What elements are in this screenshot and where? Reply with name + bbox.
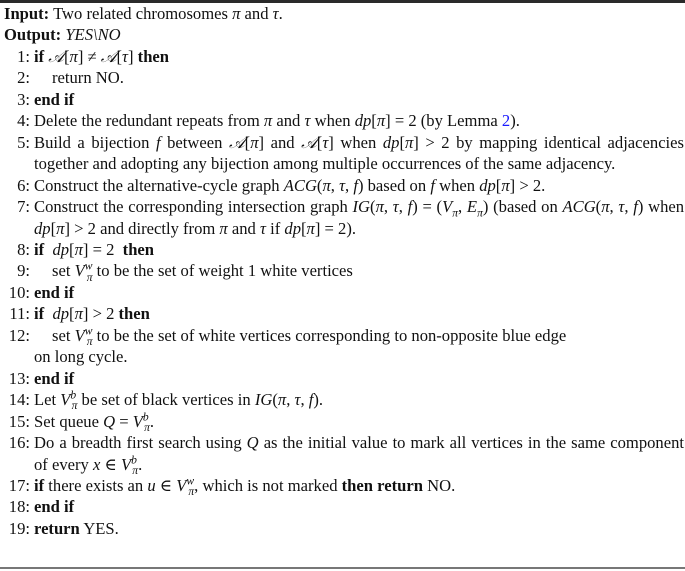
algo-line-8 xyxy=(4,239,684,260)
line-number: 10: xyxy=(8,282,30,302)
algo-line-17 xyxy=(4,474,684,499)
line-content: end if xyxy=(34,368,75,388)
line-content: return NO. xyxy=(52,68,124,88)
input-label: Input: xyxy=(4,4,50,23)
line-number: 1: xyxy=(17,46,30,66)
line-number: 17: xyxy=(8,475,30,495)
line-number: 18: xyxy=(8,497,30,517)
line-content: if 𝒜[π] ≠ 𝒜[τ] then xyxy=(34,46,170,66)
line-number: 15: xyxy=(8,411,30,431)
line-number: 8: xyxy=(17,239,30,259)
line-number: 3: xyxy=(17,89,30,109)
algo-line-4 xyxy=(4,110,684,131)
algo-line-3 xyxy=(4,89,684,110)
algo-line-6 xyxy=(4,175,684,196)
algo-line-18 xyxy=(4,496,684,517)
line-content: Build a bijection f between 𝒜[π] and 𝒜[τ] when dp[π] > 2 by mapping identical adjacencies together and adopting any bijection among multiple occurrences of the same adjacency. xyxy=(34,132,684,174)
algo-line-1 xyxy=(4,46,684,67)
line-content: end if xyxy=(34,89,75,109)
algo-line-2 xyxy=(4,67,684,88)
line-content: Let $V^b_\pi$ be set of black vertices in IG(π, τ, f). xyxy=(34,388,324,413)
output-text: YES\NO xyxy=(65,25,121,45)
bottom-rule xyxy=(0,567,685,569)
lemma-reference-link[interactable]: 2 xyxy=(501,111,511,131)
line-number: 9: xyxy=(17,261,30,281)
algo-line-15 xyxy=(4,411,684,432)
line-content: set $V^w_\pi$ to be the set of white vertices corresponding to non-opposite blue edge on long cycle. xyxy=(34,324,567,367)
line-content: Set queue $Q = V^b_\pi$. xyxy=(34,410,155,434)
line-content: if dp[π] > 2 then xyxy=(34,304,150,324)
algo-line-5 xyxy=(4,132,684,175)
line-number: 13: xyxy=(8,368,30,388)
line-content: Construct the alternative-cycle graph ACG(π, τ, f) based on f when dp[π] > 2. xyxy=(34,175,546,195)
line-content: set $V^w_\pi$ to be the set of weight 1 white vertices xyxy=(52,259,353,284)
output-line xyxy=(4,24,684,45)
input-line xyxy=(4,3,684,24)
line-content: if dp[π] = 2 then xyxy=(34,239,155,259)
line-number: 11: xyxy=(9,304,30,324)
algo-line-9 xyxy=(4,259,684,284)
line-number: 19: xyxy=(8,518,30,538)
algo-line-13 xyxy=(4,368,684,389)
line-content: Delete the redundant repeats from π and τ when dp[π] = 2 (by Lemma 2). xyxy=(34,111,520,131)
line-content: end if xyxy=(34,497,75,517)
algo-line-7 xyxy=(4,196,684,239)
algo-line-10 xyxy=(4,282,684,303)
input-text: Two related chromosomes π and τ. xyxy=(53,4,283,23)
line-number: 4: xyxy=(17,111,30,131)
line-number: 16: xyxy=(8,433,30,453)
algo-line-12 xyxy=(4,325,684,368)
line-number: 6: xyxy=(17,175,30,195)
algo-line-16 xyxy=(4,432,684,475)
algo-line-11 xyxy=(4,303,684,324)
line-number: 2: xyxy=(17,68,30,88)
line-content: end if xyxy=(34,282,75,302)
algorithm-body xyxy=(4,3,684,539)
line-number: 5: xyxy=(17,132,30,152)
line-content: Construct the corresponding intersection graph IG(π, τ, $f) = (V_\pi$, $E_\pi$) (based on ACG(π, τ, f) when dp[π] > 2 and directly from π and τ if dp[π] = 2). xyxy=(34,197,685,238)
algo-line-14 xyxy=(4,388,684,413)
line-content: return YES. xyxy=(34,518,119,538)
line-content: Do a breadth first search using Q as the initial value to mark all vertices in the same component of every x ∈ $V^b_\pi$. xyxy=(34,433,684,477)
algo-line-19 xyxy=(4,518,684,539)
output-label: Output: xyxy=(4,25,62,45)
line-number: 14: xyxy=(8,390,30,410)
line-content: if there exists an u ∈ $V^w_\pi$, which is not marked then return NO. xyxy=(34,474,456,499)
line-number: 12: xyxy=(8,325,30,345)
line-number: 7: xyxy=(17,197,30,217)
